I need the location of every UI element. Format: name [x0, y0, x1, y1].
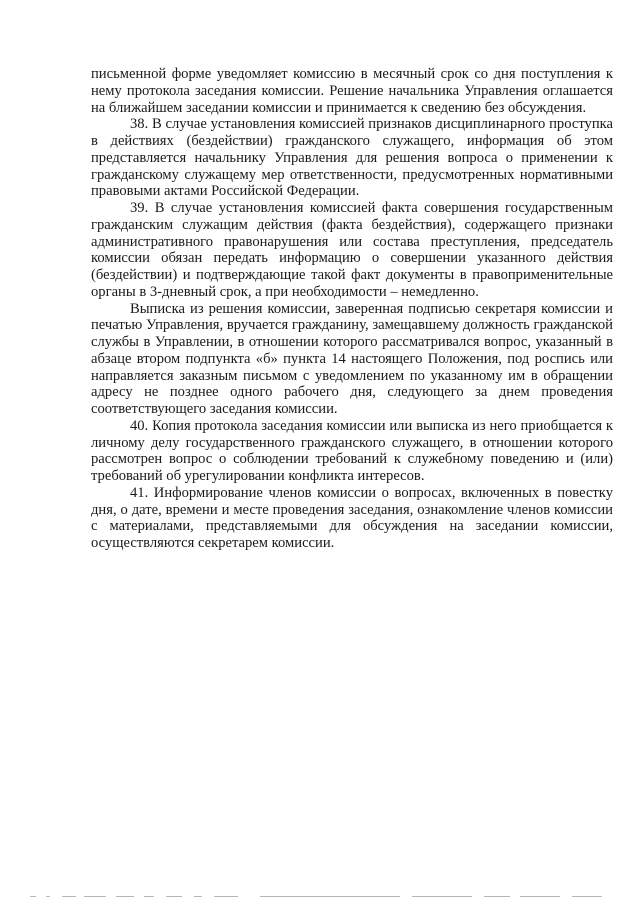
- scan-mark: [144, 896, 154, 897]
- scan-mark: [30, 896, 36, 897]
- paragraph-extract: Выписка из решения комиссии, заверенная подписью секретаря комиссии и печатью Управления, вручается гражданину, замещавшему должность гражданской службы в Управлении, в отношении которого рассматривался вопрос, указанный в абзаце втором подпункта «б» пункта 14 настоящего Положения, под роспись или направляется заказным письмом с уведомлением по указанному им в обращении адресу не позднее одного рабочего дня, следующего за днем проведения соответствующего заседания комиссии.: [91, 300, 613, 417]
- paragraph-item-38: 38. В случае установления комиссией признаков дисциплинарного проступка в действиях (бездействии) гражданского служащего, информация об этом представляется начальнику Управления для решения вопроса о применении к гражданскому служащему мер ответственности, предусмотренных нормативными правовыми актами Российской Федерации.: [91, 116, 613, 200]
- scan-mark: [572, 896, 602, 897]
- document-body: [91, 66, 613, 552]
- scan-mark: [84, 896, 106, 897]
- scan-mark: [46, 896, 50, 897]
- scan-mark: [260, 896, 400, 897]
- paragraph-item-41: 41. Информирование членов комиссии о вопросах, включенных в повестку дня, о дате, времени и месте проведения заседания, ознакомление членов комиссии с материалами, представляемыми для обсуждения на заседании комиссии, осуществляются секретарем комиссии.: [91, 484, 613, 551]
- scan-mark: [484, 896, 510, 897]
- scan-mark: [62, 896, 76, 897]
- paragraph-item-39: 39. В случае установления комиссией факта совершения государственным гражданским служащим действия (факта бездействия), содержащего признаки административного правонарушения или состава преступления, председатель комиссии обязан передать информацию о совершении указанного действия (бездействии) и подтверждающие такой факт документы в правоприменительные органы в 3-дневный срок, а при необходимости – немедленно.: [91, 200, 613, 300]
- paragraph-continuation: письменной форме уведомляет комиссию в месячный срок со дня поступления к нему протокола заседания комиссии. Решение начальника Управления оглашается на ближайшем заседании комиссии и принимается к сведению без обсуждения.: [91, 66, 613, 116]
- scan-mark: [520, 896, 560, 897]
- scan-artifact-strip: [0, 893, 640, 901]
- scan-mark: [194, 896, 202, 897]
- scan-mark: [116, 896, 134, 897]
- paragraph-item-40: 40. Копия протокола заседания комиссии или выписка из него приобщается к личному делу государственного гражданского служащего, в отношении которого рассмотрен вопрос о соблюдении требований к служебному поведению и (или) требований об урегулировании конфликта интересов.: [91, 417, 613, 484]
- scan-mark: [214, 896, 238, 897]
- scan-mark: [412, 896, 472, 897]
- scan-mark: [166, 896, 182, 897]
